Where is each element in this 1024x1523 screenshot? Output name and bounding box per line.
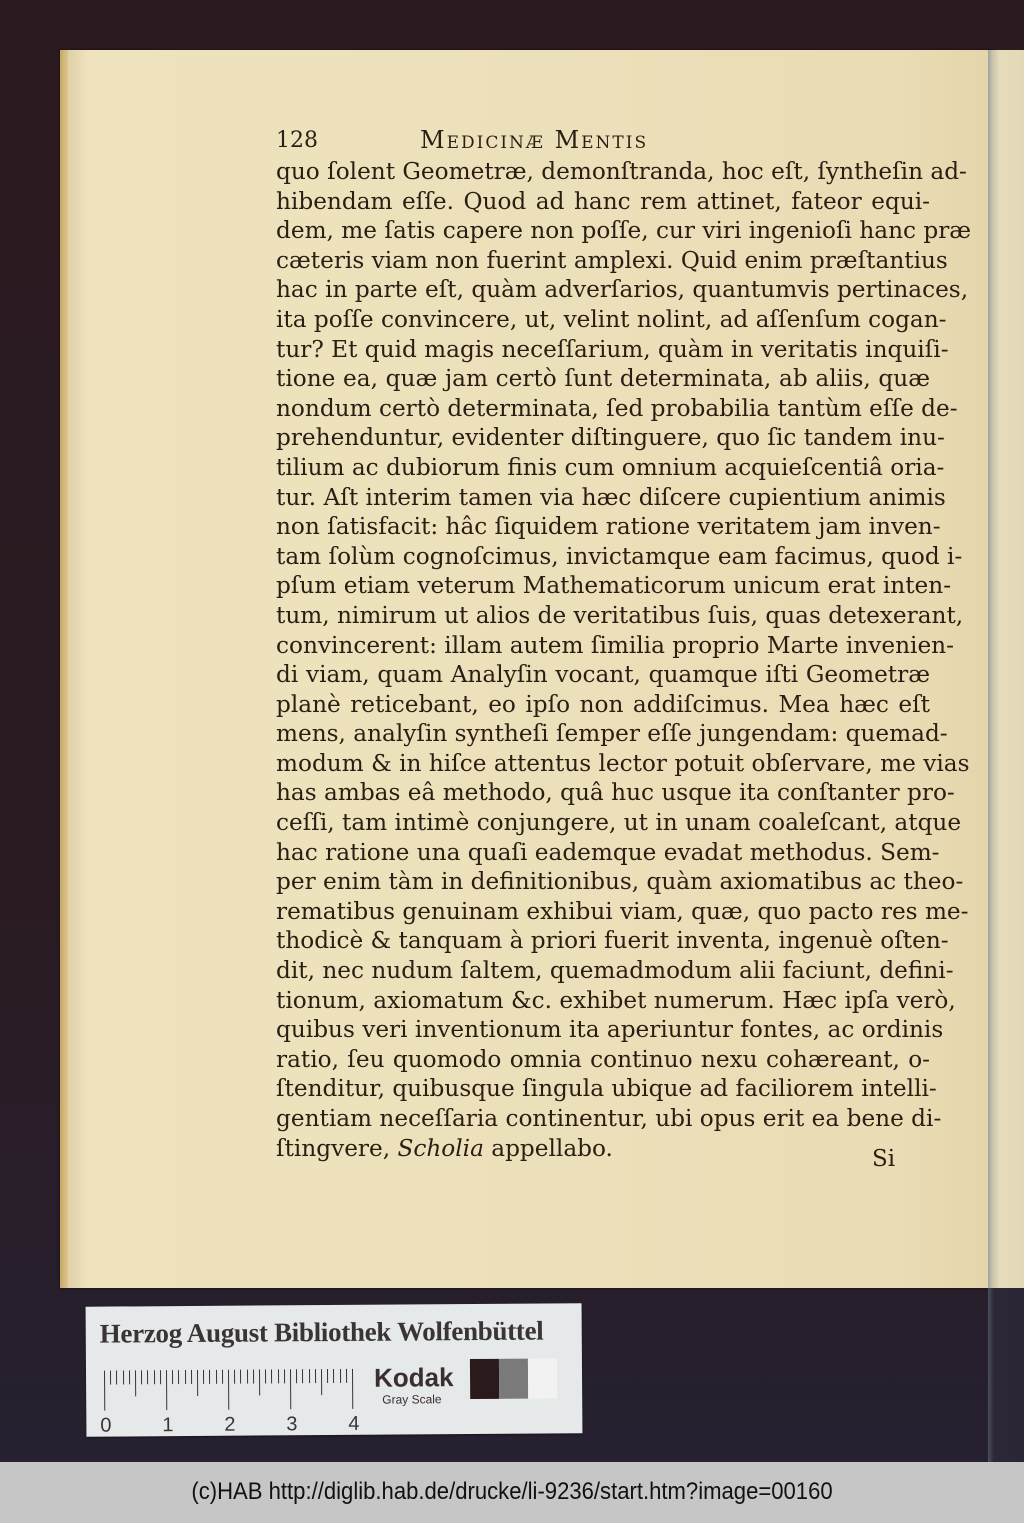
catchword: Si [872, 1146, 896, 1172]
text-line: tam ſolùm cognoſcimus, invictamque eam facimus, quod i- [276, 542, 963, 570]
text-line: tilium ac dubiorum finis cum omnium acquieſcentiâ oria- [276, 453, 945, 481]
ruler-tick [197, 1370, 198, 1396]
page-edge [60, 50, 68, 1288]
ruler-tick [302, 1369, 303, 1383]
ruler-tick [141, 1370, 142, 1384]
ruler-tick [178, 1370, 179, 1384]
running-title: Medicinæ Mentis [420, 126, 649, 154]
text-line: ratio, ſeu quomodo omnia continuo nexu cohæreant, o- [276, 1045, 930, 1073]
ruler-tick [284, 1369, 285, 1383]
ruler-tick [123, 1370, 124, 1384]
ruler-tick [191, 1370, 192, 1384]
ruler-tick [315, 1369, 316, 1383]
scale-card [86, 1303, 583, 1436]
gray-scale-label: Gray Scale [382, 1392, 442, 1407]
text-line: hac in parte eſt, quàm adverſarios, quantumvis pertinaces, [276, 276, 969, 304]
ruler-tick [135, 1370, 136, 1396]
kodak-logo: Kodak [373, 1362, 454, 1393]
ruler-label-1: 1 [162, 1414, 174, 1437]
ruler-tick [234, 1370, 235, 1384]
final-line-suffix: appellabo. [483, 1134, 613, 1162]
text-line: tur. Aſt interim tamen via hæc diſcere cupientium animis [276, 483, 946, 511]
text-line: ita poſſe convincere, ut, velint nolint, ad aſſenſum cogan- [276, 305, 947, 333]
ruler-tick [265, 1369, 266, 1383]
running-head [276, 124, 936, 158]
facing-page-shadow [988, 1288, 1024, 1462]
text-line: prehenduntur, evidenter diſtinguere, quo ſic tandem inu- [276, 424, 945, 452]
ruler-label-3: 3 [286, 1413, 298, 1436]
institution-name: Herzog August Bibliothek Wolfenbüttel [99, 1315, 544, 1349]
ruler-tick [240, 1370, 241, 1384]
copyright-url[interactable]: (c)HAB http://diglib.hab.de/drucke/li-9236/start.htm?image=00160 [191, 1478, 833, 1505]
scholia-term: Scholia [397, 1134, 484, 1162]
text-line: ceſſi, tam intimè conjungere, ut in unam coaleſcant, atque [276, 809, 962, 837]
ruler-tick [222, 1370, 223, 1384]
text-line: gentiam neceſſaria continentur, ubi opus erit ea bene di- [276, 1105, 942, 1132]
ruler-tick [290, 1369, 291, 1409]
text-line: hac ratione una quaſi eademque evadat methodus. Sem- [276, 838, 940, 866]
ruler-label-2: 2 [224, 1413, 236, 1436]
text-line-final [276, 1134, 930, 1164]
text-line: tur? Et quid magis neceſſarium, quàm in veritatis inquiſi- [276, 335, 949, 363]
text-line: tum, nimirum ut alios de veritatibus ſuis, quas detexerant, [276, 601, 964, 629]
ruler-tick [116, 1371, 117, 1385]
ruler-tick [129, 1370, 130, 1384]
ruler-tick [296, 1369, 297, 1383]
text-line: convincerent: illam autem ſimilia proprio Marte invenien- [276, 631, 954, 659]
ruler-tick [333, 1369, 334, 1383]
ruler-tick [309, 1369, 310, 1383]
ruler-tick [104, 1371, 105, 1411]
gray-scale-swatches [470, 1358, 557, 1399]
text-line: mens, analyſin syntheſi ſemper eſſe jungendam: quemad- [276, 720, 948, 748]
swatch-black [470, 1359, 499, 1399]
text-line: dit, nec nudum ſaltem, quemadmodum alii faciunt, defini- [276, 957, 954, 985]
text-line: nondum certò determinata, ſed probabilia tantùm eſſe de- [276, 394, 958, 422]
body-text [276, 157, 972, 1163]
ruler-label-0: 0 [100, 1414, 112, 1437]
ruler-tick [110, 1371, 111, 1385]
ruler-tick [253, 1370, 254, 1384]
ruler-tick [327, 1369, 328, 1383]
text-line: cæteris viam non fuerint amplexi. Quid enim præſtantius [276, 246, 948, 274]
facing-page-strip [988, 50, 1024, 1288]
ruler-tick [228, 1370, 229, 1410]
swatch-white [528, 1358, 557, 1398]
ruler-tick [147, 1370, 148, 1384]
text-line: non ſatisfacit: hâc ſiquidem ratione veritatem jam inven- [276, 513, 941, 541]
ruler-tick [166, 1370, 167, 1410]
ruler-tick [172, 1370, 173, 1384]
ruler-tick [216, 1370, 217, 1384]
text-line: quo ſolent Geometræ, demonſtranda, hoc eſt, ſyntheſin ad- [276, 158, 967, 185]
text-line: modum & in hiſce attentus lector potuit obſervare, me vias [276, 749, 970, 777]
ruler-tick [247, 1370, 248, 1384]
ruler-tick [203, 1370, 204, 1384]
ruler-tick [185, 1370, 186, 1384]
text-line: planè reticebant, eo ipſo non addiſcimus. Mea hæc eſt [276, 690, 930, 718]
ruler-tick [209, 1370, 210, 1384]
text-line: per enim tàm in definitionibus, quàm axiomatibus ac theo- [276, 868, 964, 896]
ruler-tick [259, 1370, 260, 1396]
text-line: hibendam eſſe. Quod ad hanc rem attinet, fateor equi- [276, 187, 930, 215]
text-line: rematibus genuinam exhibui viam, quæ, quo pacto res me- [276, 897, 969, 925]
text-line: has ambas eâ methodo, quâ huc usque ita conſtanter pro- [276, 779, 955, 807]
ruler-tick [346, 1369, 347, 1383]
swatch-gray [499, 1359, 528, 1399]
text-line: dem, me ſatis capere non poſſe, cur viri ingenioſi hanc præ [276, 217, 972, 245]
text-line: ſtenditur, quibusque ſingula ubique ad faciliorem intelli- [276, 1075, 937, 1103]
ruler-label-4: 4 [348, 1412, 360, 1435]
text-line: tionum, axiomatum &c. exhibet numerum. Hæc ipſa verò, [276, 986, 956, 1014]
ruler-tick [160, 1370, 161, 1384]
ruler-tick [154, 1370, 155, 1384]
text-line: thodicè & tanquam à priori fuerit inventa, ingenuè oſten- [276, 927, 949, 955]
ruler-tick [352, 1369, 353, 1409]
text-line: quibus veri inventionum ita aperiuntur fontes, ac ordinis [276, 1016, 944, 1044]
footer-bar [0, 1462, 1024, 1523]
ruler-tick [340, 1369, 341, 1383]
text-line: di viam, quam Analyſin vocant, quamque iſti Geometræ [276, 661, 930, 689]
final-line-prefix: ſtingvere, [276, 1134, 398, 1162]
ruler-tick [271, 1369, 272, 1383]
page-number: 128 [276, 128, 318, 153]
ruler [100, 1369, 364, 1437]
ruler-tick [321, 1369, 322, 1395]
text-line: tione ea, quæ jam certò ſunt determinata, ab aliis, quæ [276, 365, 930, 393]
text-line: pſum etiam veterum Mathematicorum unicum erat inten- [276, 572, 952, 600]
ruler-tick [278, 1369, 279, 1383]
